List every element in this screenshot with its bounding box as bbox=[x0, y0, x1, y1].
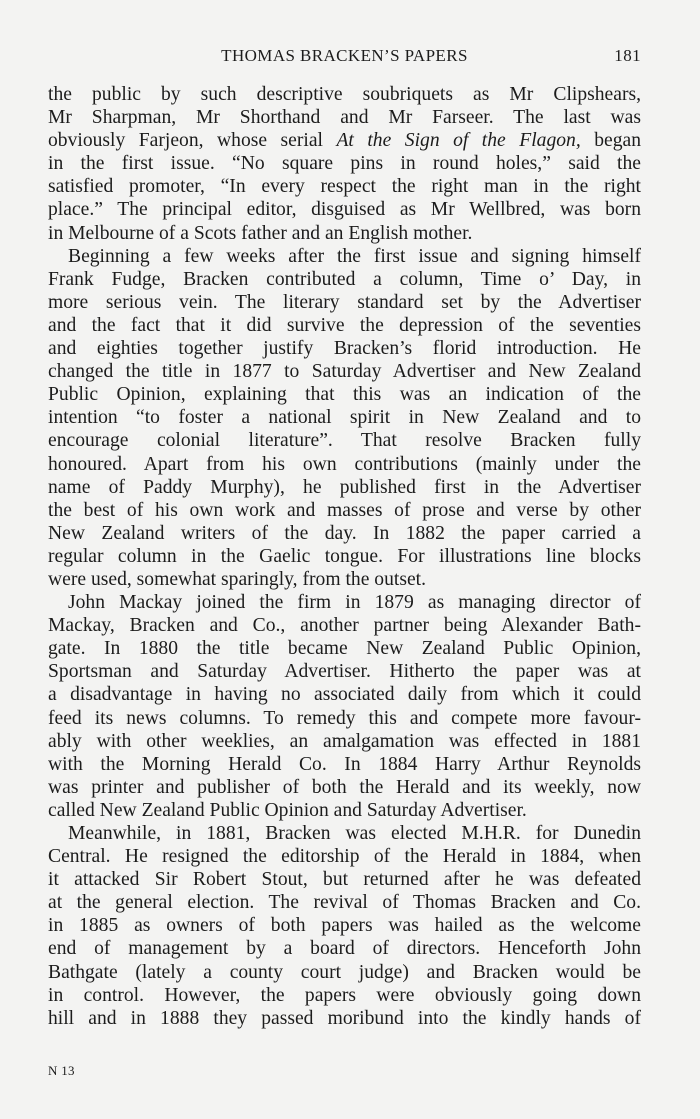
text-line: called New Zealand Public Opinion and Saturday Advertiser. bbox=[48, 799, 527, 821]
text-line: Public Opinion, explaining that this was an indication of the bbox=[48, 384, 641, 406]
text-line: in control. However, the papers were obviously going down bbox=[48, 984, 641, 1006]
text-line: place.” The principal editor, disguised as Mr Wellbred, was born bbox=[48, 199, 641, 221]
text-line: regular column in the Gaelic tongue. For illustrations line blocks bbox=[48, 545, 641, 567]
text-line: in the first issue. “No square pins in round holes,” said the bbox=[48, 153, 641, 175]
text-line: the best of his own work and masses of prose and verse by other bbox=[48, 499, 641, 521]
running-head bbox=[48, 44, 641, 70]
text-line: with the Morning Herald Co. In 1884 Harry Arthur Reynolds bbox=[48, 753, 641, 775]
paragraph bbox=[48, 83, 641, 245]
text-line: Beginning a few weeks after the first issue and signing himself bbox=[68, 245, 641, 267]
text-line: New Zealand writers of the day. In 1882 the paper carried a bbox=[48, 522, 641, 544]
text-line: gate. In 1880 the title became New Zealand Public Opinion, bbox=[48, 638, 641, 660]
page-number: 181 bbox=[614, 46, 641, 65]
text-line: Mackay, Bracken and Co., another partner being Alexander Bath- bbox=[48, 615, 641, 637]
text-line: Sportsman and Saturday Advertiser. Hitherto the paper was at bbox=[48, 661, 641, 683]
text-line: Frank Fudge, Bracken contributed a column, Time o’ Day, in bbox=[48, 268, 641, 290]
paragraph bbox=[48, 822, 641, 1030]
text-line: Mr Sharpman, Mr Shorthand and Mr Farseer. The last was bbox=[48, 107, 641, 129]
text-line: it attacked Sir Robert Stout, but returned after he was defeated bbox=[48, 869, 641, 891]
paragraph bbox=[48, 591, 641, 822]
text-line: ably with other weeklies, an amalgamation was effected in 1881 bbox=[48, 730, 641, 752]
serial-title: At the Sign of the Flagon, bbox=[336, 130, 581, 152]
text-line: honoured. Apart from his own contributions (mainly under the bbox=[48, 453, 641, 475]
signature-mark: N 13 bbox=[48, 1063, 75, 1078]
text-line: Central. He resigned the editorship of the Herald in 1884, when bbox=[48, 846, 641, 868]
text-line: were used, somewhat sparingly, from the outset. bbox=[48, 568, 426, 590]
text-line: Meanwhile, in 1881, Bracken was elected M.H.R. for Dunedin bbox=[68, 823, 641, 844]
text-line: a disadvantage in having no associated daily from which it could bbox=[48, 684, 641, 706]
text-line: at the general election. The revival of Thomas Bracken and Co. bbox=[48, 892, 641, 914]
text-line: intention “to foster a national spirit in New Zealand and to bbox=[48, 407, 641, 429]
text-line: more serious vein. The literary standard set by the Advertiser bbox=[48, 291, 641, 313]
text-line: John Mackay joined the firm in 1879 as managing director of bbox=[68, 592, 641, 614]
body-text bbox=[48, 83, 641, 1030]
text-line: in 1885 as owners of both papers was hailed as the welcome bbox=[48, 915, 641, 937]
text-line: name of Paddy Murphy), he published first in the Advertiser bbox=[48, 476, 641, 498]
text-line: satisfied promoter, “In every respect the right man in the right bbox=[48, 176, 641, 198]
text-line: the public by such descriptive soubriquets as Mr Clipshears, bbox=[48, 84, 641, 105]
text-line: Bathgate (lately a county court judge) and Bracken would be bbox=[48, 961, 641, 983]
text-line: was printer and publisher of both the Herald and its weekly, now bbox=[48, 776, 641, 798]
running-title: THOMAS BRACKEN’S PAPERS bbox=[221, 46, 468, 65]
text-line: and eighties together justify Bracken’s florid introduction. He bbox=[48, 338, 641, 360]
text-line: obviously Farjeon, whose serial At the Sign of the Flagon, began bbox=[48, 130, 641, 152]
text-line: feed its news columns. To remedy this and compete more favour- bbox=[48, 707, 641, 729]
text-line: in Melbourne of a Scots father and an English mother. bbox=[48, 222, 473, 244]
text-line: and the fact that it did survive the depression of the seventies bbox=[48, 314, 641, 336]
text-line: hill and in 1888 they passed moribund into the kindly hands of bbox=[48, 1007, 641, 1029]
text-line: encourage colonial literature”. That resolve Bracken fully bbox=[48, 430, 641, 452]
paragraph bbox=[48, 245, 641, 591]
text-line: end of management by a board of directors. Henceforth John bbox=[48, 938, 641, 960]
text-line: changed the title in 1877 to Saturday Advertiser and New Zealand bbox=[48, 361, 641, 383]
